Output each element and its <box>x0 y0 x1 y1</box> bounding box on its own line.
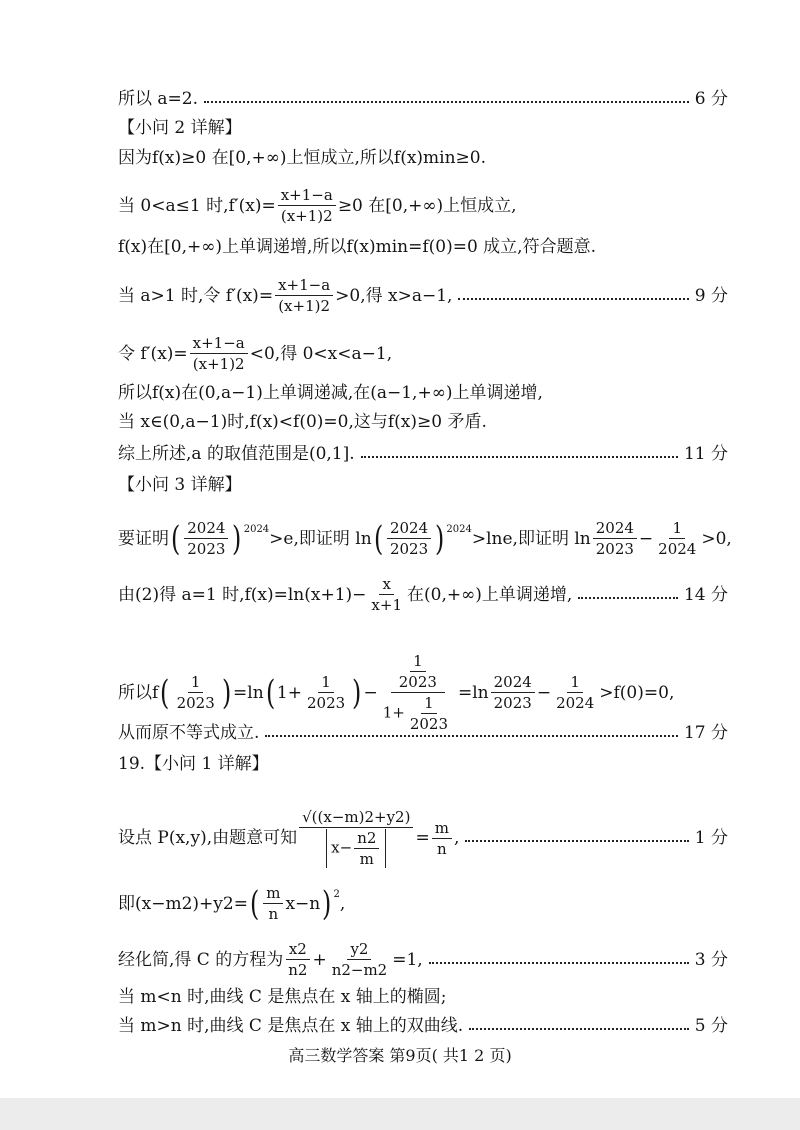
dotted-leader <box>578 597 678 599</box>
fraction-2024-2023: $\frac{2024}{2023}$ <box>491 673 535 712</box>
score-label: 14 分 <box>683 584 728 605</box>
derivative-fraction: $\frac{x+1-a}{(x+1)2}$ <box>275 276 333 315</box>
line-equation-of-c: 经化简,得 C 的方程为 $\frac{x2}{n2}$ + $\frac{y2}{n2-m2}$ =1, 3 分 <box>118 940 728 979</box>
derivative-fraction: $\frac{x+1-a}{(x+1)2}$ <box>190 334 248 373</box>
fraction-x-over-x-plus-1: $\frac{x}{x+1}$ <box>371 575 402 614</box>
fraction-1-2024: $\frac{1}{2024}$ <box>556 673 595 712</box>
score-label: 17 分 <box>683 723 728 743</box>
fraction-m-over-n: $\frac{m}{n}$ <box>263 884 283 923</box>
fraction-y2-over-n2-m2: $\frac{y2}{n2-m2}$ <box>331 940 388 979</box>
fraction-2024-2023: $\frac{2024}{2023}$ <box>184 519 228 558</box>
score-label: 3 分 <box>694 949 728 970</box>
dotted-leader <box>204 101 689 103</box>
line-squared-equation: 即(x−m2)+y2= ( $\frac{m}{n}$ x−n ) $^2$ , <box>118 883 346 924</box>
score-label: 6 分 <box>694 89 728 109</box>
dotted-leader <box>265 735 678 737</box>
dotted-leader <box>465 840 688 842</box>
line-derivative-negative: 令 f′(x)= $\frac{x+1-a}{(x+1)2}$ <0,得 0<x<a−1, <box>118 334 393 373</box>
page-footer: 高三数学答案 第9页( 共1 2 页) <box>288 1046 512 1065</box>
line-to-prove: 要证明 ( $\frac{2024}{2023}$ ) $^{2024}$ >e,即证明 ln ( $\frac{2024}{2023}$ ) $^{2024}$ >lne,即证明 ln $\frac{2024}{2023}$ − $\frac{1}{2024}$ >0, <box>118 518 732 559</box>
fraction-2024-2023: $\frac{2024}{2023}$ <box>593 519 637 558</box>
fraction-2024-2023: $\frac{2024}{2023}$ <box>387 519 431 558</box>
fraction-m-over-n: $\frac{m}{n}$ <box>432 819 452 858</box>
line-decreasing-interval: 所以f(x)在(0,a−1)上单调递减,在(a−1,+∞)上单调递增, <box>118 383 543 403</box>
line-point-p: 设点 P(x,y),由题意可知 √((x−m)2+y2) x− $\frac{n2}{m}$ = $\frac{m}{n}$ , 1 分 <box>118 808 728 868</box>
fraction-1-2024: $\frac{1}{2024}$ <box>658 519 697 558</box>
line-contradiction: 当 x∈(0,a−1)时,f(x)<f(0)=0,这与f(x)≥0 矛盾. <box>118 412 487 432</box>
line-range-conclusion: 综上所述,a 的取值范围是(0,1]. 11 分 <box>118 444 728 464</box>
line-fx-nonnegative: 因为f(x)≥0 在[0,+∞)上恒成立,所以f(x)min≥0. <box>118 148 487 168</box>
line-case-a-gt-1: 当 a>1 时,令 f′(x)= $\frac{x+1-a}{(x+1)2}$ >0,得 x>a−1, 9 分 <box>118 276 728 315</box>
line-monotonic-increase: f(x)在[0,+∞)上单调递增,所以f(x)min=f(0)=0 成立,符合题意. <box>118 237 596 257</box>
fraction-x2-over-n2: $\frac{x2}{n2}$ <box>285 940 310 979</box>
bottom-margin-strip <box>0 1098 800 1130</box>
dotted-leader <box>361 456 678 458</box>
dotted-leader <box>429 962 689 964</box>
fraction-1-2023: $\frac{1}{2023}$ <box>176 673 215 712</box>
section-heading-19-q1: 19.【小问 1 详解】 <box>118 754 269 774</box>
derivative-fraction: $\frac{x+1-a}{(x+1)2}$ <box>278 186 336 225</box>
fraction-1-2023: $\frac{1}{2023}$ <box>306 673 346 712</box>
compound-fraction: $\frac{1}{2023}$ 1+ $\frac{1}{2023}$ <box>382 652 448 733</box>
dotted-leader <box>469 1028 689 1030</box>
score-label: 11 分 <box>683 444 728 464</box>
score-label: 1 分 <box>694 828 728 848</box>
dotted-leader <box>458 298 688 300</box>
line-inequality-holds: 从而原不等式成立. 17 分 <box>118 723 728 743</box>
line-from-part-2: 由(2)得 a=1 时,f(x)=ln(x+1)− $\frac{x}{x+1}$ 在(0,+∞)上单调递增, 14 分 <box>118 575 728 614</box>
line-hyperbola-case: 当 m>n 时,曲线 C 是焦点在 x 轴上的双曲线. 5 分 <box>118 1016 728 1036</box>
line-a-equals-2: 所以 a=2. 6 分 <box>118 89 728 109</box>
section-heading-q2: 【小问 2 详解】 <box>118 118 242 138</box>
section-heading-q3: 【小问 3 详解】 <box>118 475 242 495</box>
distance-ratio-fraction: √((x−m)2+y2) x− $\frac{n2}{m}$ <box>299 808 413 868</box>
score-label: 9 分 <box>694 285 728 306</box>
line-ellipse-case: 当 m<n 时,曲线 C 是焦点在 x 轴上的椭圆; <box>118 987 447 1007</box>
line-evaluate-f: 所以f ( $\frac{1}{2023}$ ) =ln ( 1+ $\frac{1}{2023}$ ) − $\frac{1}{2023}$ 1+ $\frac{1}{2023}$ =ln $\frac{2024}{2023}$ − $\frac{1}{2024}$ >f(0)=0, <box>118 652 675 733</box>
line-case-a-le-1: 当 0<a≤1 时,f′(x)= $\frac{x+1-a}{(x+1)2}$ ≥0 在[0,+∞)上恒成立, <box>118 186 517 225</box>
score-label: 5 分 <box>694 1016 728 1036</box>
